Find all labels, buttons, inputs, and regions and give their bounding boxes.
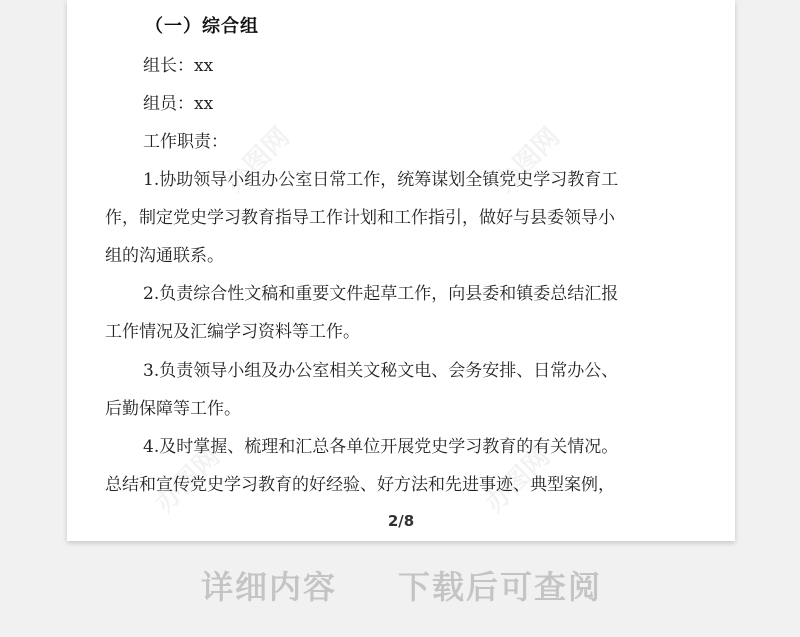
- paragraph-line: 2.负责综合性文稿和重要文件起草工作，向县委和镇委总结汇报: [143, 284, 619, 304]
- paragraph-line: 3.负责领导小组及办公室相关文秘文电、会务安排、日常办公、: [143, 361, 619, 381]
- footer-detail-text: 详细内容: [201, 568, 338, 606]
- paragraph-line: 作，制定党史学习教育指导工作计划和工作指引，做好与县委领导小: [105, 208, 615, 228]
- page-number: 2/8: [387, 512, 415, 530]
- paragraph-line: 组的沟通联系。: [105, 246, 224, 266]
- document-page: [67, 0, 735, 541]
- paragraph-line: 总结和宣传党史学习教育的好经验、好方法和先进事迹、典型案例，: [105, 475, 615, 495]
- watermark: 办图网: [149, 442, 226, 519]
- members-line: 组员：xx: [143, 94, 214, 114]
- footer-banner: [0, 562, 800, 608]
- paragraph-line: 后勤保障等工作。: [105, 399, 241, 419]
- section-heading: （一）综合组: [145, 16, 259, 37]
- watermark: 办图网: [219, 122, 296, 199]
- watermark: 办图网: [489, 122, 566, 199]
- duties-label: 工作职责：: [143, 132, 228, 152]
- paragraph-line: 1.协助领导小组办公室日常工作，统筹谋划全镇党史学习教育工: [143, 170, 619, 190]
- leader-line: 组长：xx: [143, 56, 214, 76]
- footer-download-text: 下载后可查阅: [398, 568, 603, 606]
- watermark: 办图网: [479, 442, 556, 519]
- paragraph-line: 4.及时掌握、梳理和汇总各单位开展党史学习教育的有关情况。: [143, 437, 619, 457]
- paragraph-line: 工作情况及汇编学习资料等工作。: [105, 322, 360, 342]
